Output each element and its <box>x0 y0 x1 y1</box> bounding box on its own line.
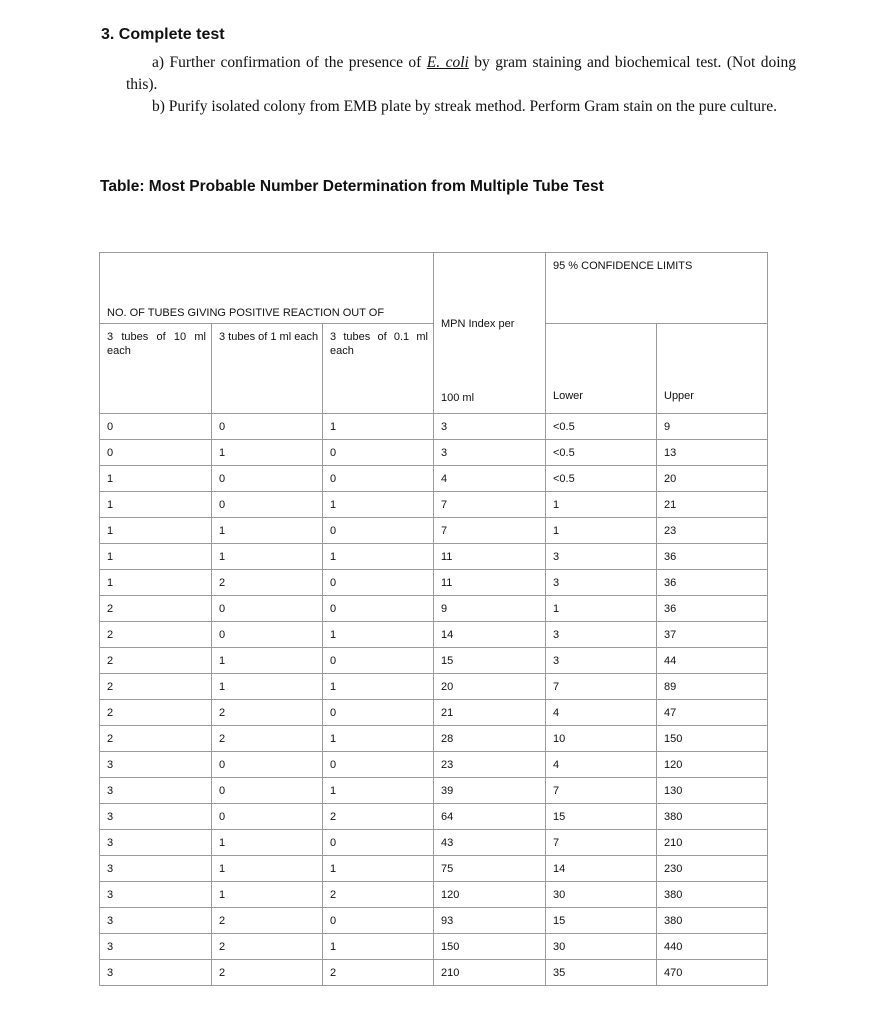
tubes-10ml-cell: 3 <box>100 856 212 882</box>
mpn-index-cell: 210 <box>434 960 546 986</box>
mpn-index-cell: 11 <box>434 544 546 570</box>
tubes-10ml-cell: 3 <box>100 882 212 908</box>
tubes-1ml-cell: 1 <box>212 674 323 700</box>
mpn-index-cell: 28 <box>434 726 546 752</box>
section-heading: 3. Complete test <box>101 26 225 43</box>
lower-limit-cell: 1 <box>546 492 657 518</box>
lower-limit-cell: 35 <box>546 960 657 986</box>
mpn-index-cell: 64 <box>434 804 546 830</box>
upper-limit-cell: 89 <box>657 674 768 700</box>
mpn-index-cell: 75 <box>434 856 546 882</box>
tubes-1ml-cell: 0 <box>212 752 323 778</box>
upper-limit-cell: 23 <box>657 518 768 544</box>
lower-limit-cell: <0.5 <box>546 414 657 440</box>
tubes-1ml-cell: 2 <box>212 700 323 726</box>
mpn-index-cell: 11 <box>434 570 546 596</box>
table-row <box>100 960 768 986</box>
upper-limit-cell: 9 <box>657 414 768 440</box>
tubes-01ml-cell: 1 <box>323 726 434 752</box>
mpn-index-cell: 7 <box>434 518 546 544</box>
tubes-10ml-cell: 1 <box>100 570 212 596</box>
upper-limit-header: Upper <box>657 324 768 414</box>
mpn-index-cell: 150 <box>434 934 546 960</box>
organism-name: E. coli <box>426 54 469 71</box>
upper-limit-cell: 37 <box>657 622 768 648</box>
tubes-1ml-cell: 0 <box>212 804 323 830</box>
table-row <box>100 466 768 492</box>
table-row <box>100 908 768 934</box>
tubes-1ml-cell: 1 <box>212 882 323 908</box>
table-row <box>100 544 768 570</box>
lower-limit-cell: 3 <box>546 570 657 596</box>
tubes-10ml-cell: 2 <box>100 674 212 700</box>
tubes-01ml-cell: 0 <box>323 518 434 544</box>
tubes-1ml-cell: 2 <box>212 726 323 752</box>
tubes-10ml-cell: 1 <box>100 544 212 570</box>
mpn-index-cell: 43 <box>434 830 546 856</box>
tubes-01ml-cell: 0 <box>323 440 434 466</box>
mpn-index-cell: 14 <box>434 622 546 648</box>
tubes-1ml-cell: 2 <box>212 570 323 596</box>
tubes-01ml-cell: 1 <box>323 544 434 570</box>
tubes-1ml-cell: 0 <box>212 414 323 440</box>
lower-limit-cell: <0.5 <box>546 440 657 466</box>
tubes-10ml-cell: 2 <box>100 596 212 622</box>
col-10ml-header: 3 tubes of 10 ml each <box>100 324 212 414</box>
upper-limit-cell: 36 <box>657 570 768 596</box>
lower-limit-cell: 30 <box>546 882 657 908</box>
tubes-10ml-cell: 2 <box>100 648 212 674</box>
table-row <box>100 882 768 908</box>
tubes-1ml-cell: 0 <box>212 596 323 622</box>
table-row <box>100 414 768 440</box>
tubes-1ml-cell: 1 <box>212 648 323 674</box>
table-title: Table: Most Probable Number Determination from Multiple Tube Test <box>100 178 604 195</box>
tubes-01ml-cell: 0 <box>323 908 434 934</box>
tubes-10ml-cell: 0 <box>100 440 212 466</box>
table-row <box>100 648 768 674</box>
lower-limit-cell: 1 <box>546 596 657 622</box>
table-row <box>100 726 768 752</box>
mpn-index-label: MPN Index per <box>441 318 515 330</box>
tubes-01ml-cell: 1 <box>323 934 434 960</box>
col-1ml-header: 3 tubes of 1 ml each <box>212 324 323 414</box>
tubes-10ml-cell: 3 <box>100 960 212 986</box>
tubes-01ml-cell: 1 <box>323 778 434 804</box>
mpn-index-cell: 3 <box>434 414 546 440</box>
mpn-index-cell: 4 <box>434 466 546 492</box>
tubes-10ml-cell: 2 <box>100 726 212 752</box>
mpn-index-cell: 21 <box>434 700 546 726</box>
tubes-10ml-cell: 3 <box>100 778 212 804</box>
upper-limit-cell: 440 <box>657 934 768 960</box>
table-row <box>100 778 768 804</box>
tubes-1ml-cell: 1 <box>212 856 323 882</box>
tubes-01ml-cell: 1 <box>323 856 434 882</box>
mpn-index-cell: 120 <box>434 882 546 908</box>
tubes-10ml-cell: 2 <box>100 622 212 648</box>
table-row <box>100 804 768 830</box>
lower-limit-cell: 10 <box>546 726 657 752</box>
tubes-1ml-cell: 1 <box>212 440 323 466</box>
tubes-01ml-cell: 1 <box>323 492 434 518</box>
lower-limit-cell: 3 <box>546 648 657 674</box>
lower-limit-cell: 3 <box>546 622 657 648</box>
tubes-01ml-cell: 2 <box>323 882 434 908</box>
paragraph-a <box>126 52 796 96</box>
mpn-index-cell: 9 <box>434 596 546 622</box>
upper-limit-cell: 210 <box>657 830 768 856</box>
table-row <box>100 570 768 596</box>
upper-limit-cell: 380 <box>657 908 768 934</box>
mpn-index-cell: 93 <box>434 908 546 934</box>
mpn-index-cell: 15 <box>434 648 546 674</box>
tubes-01ml-cell: 0 <box>323 596 434 622</box>
tubes-1ml-cell: 0 <box>212 778 323 804</box>
lower-limit-cell: 4 <box>546 752 657 778</box>
tubes-01ml-cell: 1 <box>323 622 434 648</box>
tubes-01ml-cell: 0 <box>323 830 434 856</box>
lower-limit-header: Lower <box>546 324 657 414</box>
tubes-1ml-cell: 1 <box>212 544 323 570</box>
tubes-01ml-cell: 0 <box>323 752 434 778</box>
table-row <box>100 492 768 518</box>
upper-limit-cell: 380 <box>657 882 768 908</box>
paragraph-b: b) Purify isolated colony from EMB plate by streak method. Perform Gram stain on the pure culture. <box>152 98 778 115</box>
tubes-1ml-cell: 2 <box>212 960 323 986</box>
tubes-10ml-cell: 1 <box>100 518 212 544</box>
tubes-01ml-cell: 0 <box>323 648 434 674</box>
tubes-10ml-cell: 0 <box>100 414 212 440</box>
table-row <box>100 518 768 544</box>
upper-limit-cell: 380 <box>657 804 768 830</box>
lower-limit-cell: 7 <box>546 674 657 700</box>
upper-limit-cell: 47 <box>657 700 768 726</box>
tubes-10ml-cell: 3 <box>100 908 212 934</box>
paragraph-a-prefix: a) Further confirmation of the presence of <box>152 54 422 71</box>
lower-limit-cell: 3 <box>546 544 657 570</box>
tubes-10ml-cell: 3 <box>100 934 212 960</box>
mpn-index-cell: 39 <box>434 778 546 804</box>
tubes-01ml-cell: 2 <box>323 960 434 986</box>
table-row <box>100 830 768 856</box>
upper-limit-cell: 36 <box>657 544 768 570</box>
tubes-1ml-cell: 1 <box>212 518 323 544</box>
mpn-index-header <box>434 253 546 414</box>
tubes-01ml-cell: 0 <box>323 466 434 492</box>
lower-limit-cell: 15 <box>546 804 657 830</box>
tubes-01ml-cell: 0 <box>323 700 434 726</box>
tubes-10ml-cell: 3 <box>100 830 212 856</box>
upper-limit-cell: 470 <box>657 960 768 986</box>
tubes-01ml-cell: 0 <box>323 570 434 596</box>
upper-limit-cell: 21 <box>657 492 768 518</box>
lower-limit-cell: 1 <box>546 518 657 544</box>
tubes-10ml-cell: 2 <box>100 700 212 726</box>
upper-limit-cell: 44 <box>657 648 768 674</box>
mpn-index-cell: 3 <box>434 440 546 466</box>
mpn-index-unit: 100 ml <box>441 392 475 404</box>
table-row <box>100 440 768 466</box>
table-row <box>100 622 768 648</box>
mpn-index-cell: 7 <box>434 492 546 518</box>
tubes-01ml-cell: 1 <box>323 674 434 700</box>
tubes-1ml-cell: 2 <box>212 908 323 934</box>
tubes-10ml-cell: 3 <box>100 804 212 830</box>
tubes-1ml-cell: 2 <box>212 934 323 960</box>
mpn-index-cell: 23 <box>434 752 546 778</box>
mpn-index-cell: 20 <box>434 674 546 700</box>
table-row <box>100 674 768 700</box>
lower-limit-cell: 4 <box>546 700 657 726</box>
tubes-1ml-cell: 0 <box>212 492 323 518</box>
table-row <box>100 856 768 882</box>
upper-limit-cell: 36 <box>657 596 768 622</box>
table-row <box>100 934 768 960</box>
table-row <box>100 752 768 778</box>
lower-limit-cell: 7 <box>546 778 657 804</box>
upper-limit-cell: 20 <box>657 466 768 492</box>
table-row <box>100 700 768 726</box>
upper-limit-cell: 13 <box>657 440 768 466</box>
positive-reaction-group-header: NO. OF TUBES GIVING POSITIVE REACTION OUT OF <box>100 253 434 324</box>
table-row <box>100 596 768 622</box>
col-01ml-header: 3 tubes of 0.1 ml each <box>323 324 434 414</box>
lower-limit-cell: 14 <box>546 856 657 882</box>
lower-limit-cell: <0.5 <box>546 466 657 492</box>
tubes-10ml-cell: 1 <box>100 492 212 518</box>
mpn-table <box>99 252 768 986</box>
upper-limit-cell: 120 <box>657 752 768 778</box>
upper-limit-cell: 230 <box>657 856 768 882</box>
tubes-01ml-cell: 2 <box>323 804 434 830</box>
lower-limit-cell: 30 <box>546 934 657 960</box>
lower-limit-cell: 7 <box>546 830 657 856</box>
upper-limit-cell: 150 <box>657 726 768 752</box>
tubes-10ml-cell: 3 <box>100 752 212 778</box>
confidence-limits-header: 95 % CONFIDENCE LIMITS <box>546 253 768 324</box>
paragraph-a-suffix: by gram staining and biochemical test. (Not doing this). <box>126 54 797 93</box>
tubes-01ml-cell: 1 <box>323 414 434 440</box>
lower-limit-cell: 15 <box>546 908 657 934</box>
tubes-1ml-cell: 1 <box>212 830 323 856</box>
tubes-1ml-cell: 0 <box>212 622 323 648</box>
tubes-10ml-cell: 1 <box>100 466 212 492</box>
upper-limit-cell: 130 <box>657 778 768 804</box>
tubes-1ml-cell: 0 <box>212 466 323 492</box>
